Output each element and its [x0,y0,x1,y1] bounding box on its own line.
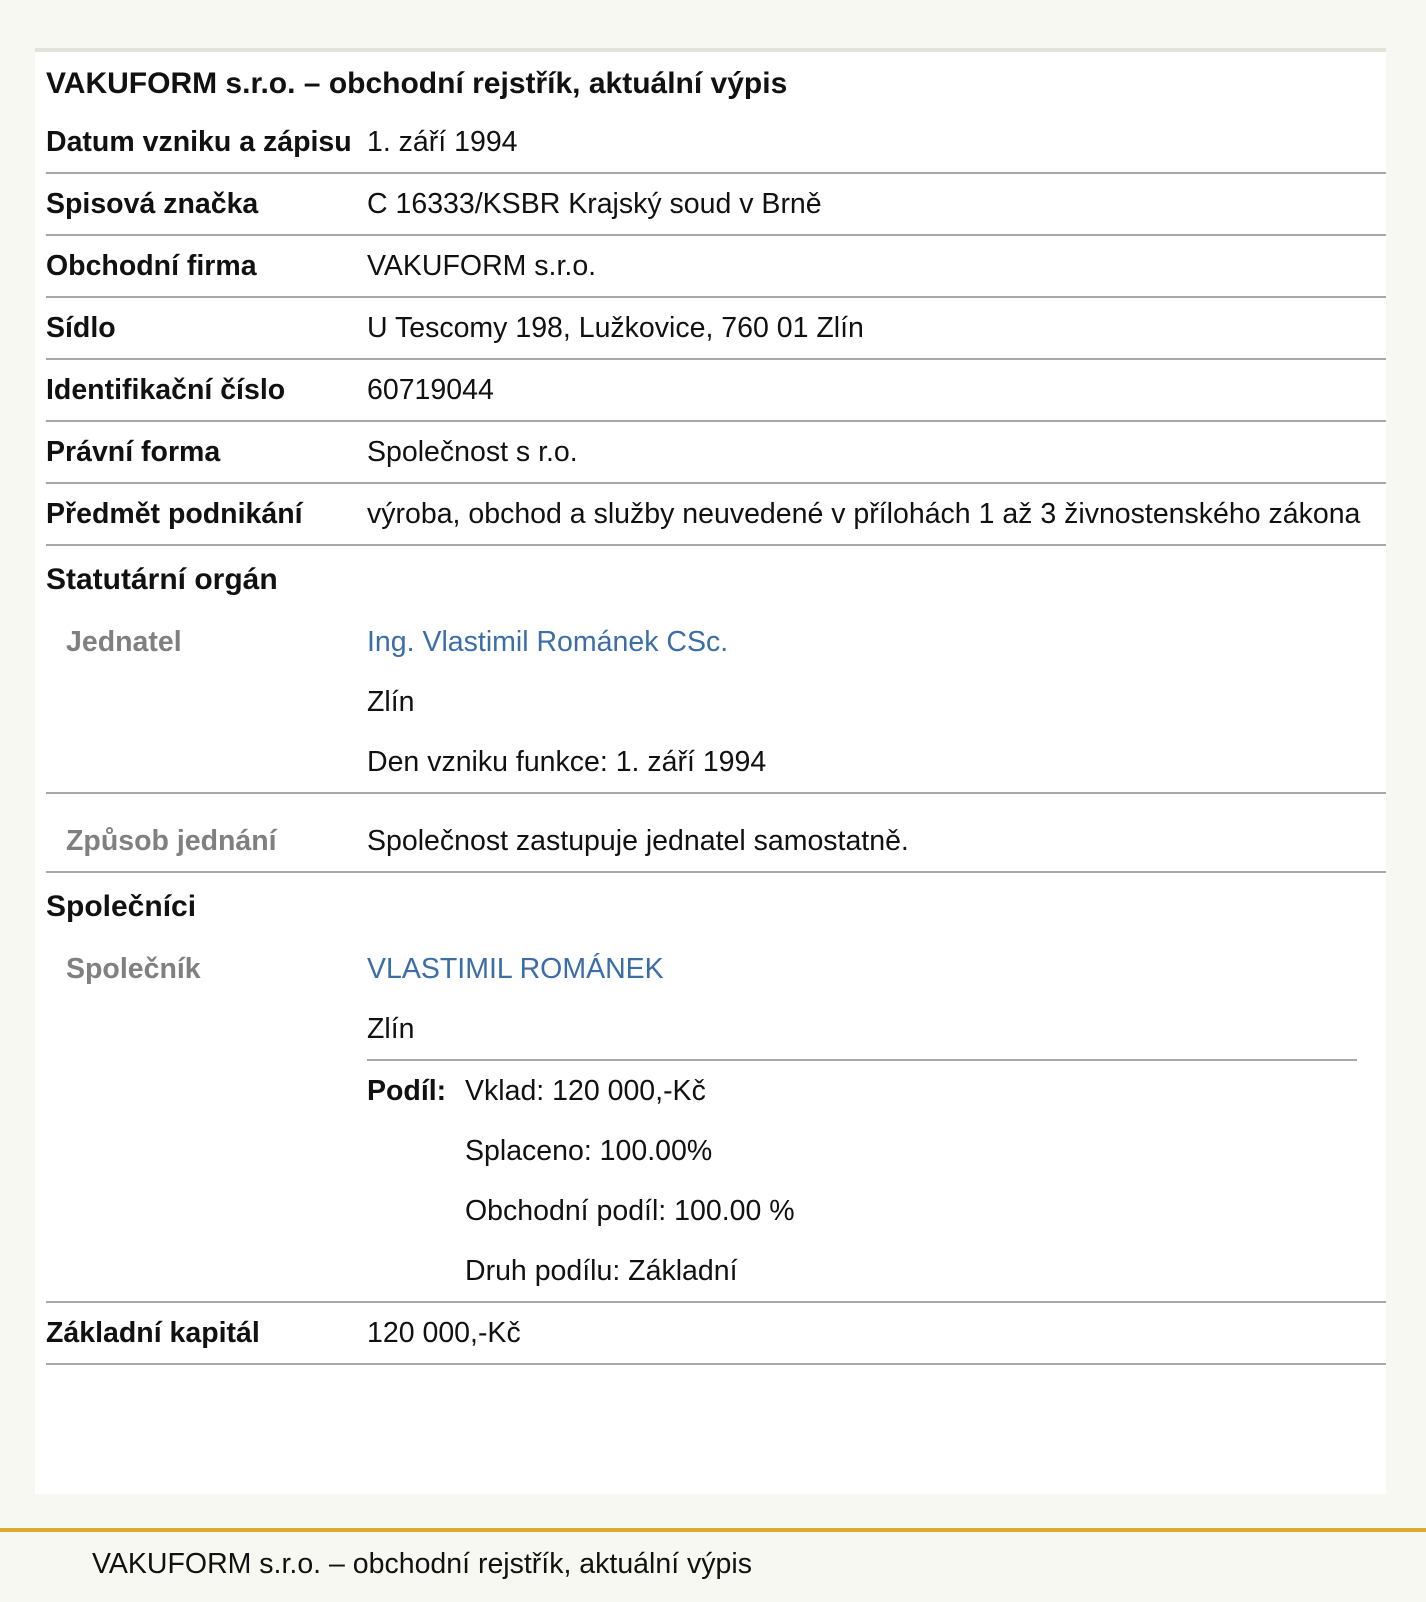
podil-block [367,1059,1357,1301]
value-datum-vzniku: 1. září 1994 [367,112,1386,173]
row-jednatel [46,612,1386,793]
value-spisova-znacka: C 16333/KSBR Krajský soud v Brně [367,173,1386,235]
spolecnik-city: Zlín [367,1013,415,1045]
registry-table [46,112,1386,1365]
podil-label: Podíl: [367,1075,447,1107]
row-spisova-znacka [46,173,1386,235]
section-statutarni-organ [46,545,1386,612]
jednatel-since: Den vzniku funkce: 1. září 1994 [367,746,767,778]
jednatel-details [367,612,1386,793]
heading-statutarni-organ: Statutární orgán [46,563,278,596]
row-spolecnik [46,939,1386,1302]
podil-druh: Druh podílu: Základní [465,1255,738,1287]
podil-obchodni-podil: Obchodní podíl: 100.00 % [465,1195,795,1227]
spolecnik-name-link[interactable]: VLASTIMIL ROMÁNEK [367,953,664,985]
jednatel-name-link[interactable]: Ing. Vlastimil Románek CSc. [367,626,729,658]
row-identifikacni-cislo [46,359,1386,421]
section-spolecnici [46,872,1386,939]
heading-spolecnici: Společníci [46,890,197,923]
value-predmet-podnikani: výroba, obchod a služby neuvedené v přílohách 1 až 3 živnostenského zákona [367,483,1386,545]
row-pravni-forma [46,421,1386,483]
value-zpusob-jednani: Společnost zastupuje jednatel samostatně. [367,811,1386,872]
footer-divider [0,1528,1426,1532]
spacer-cell [46,793,1386,811]
podil-vklad: Vklad: 120 000,-Kč [465,1075,706,1107]
label-predmet-podnikani: Předmět podnikání [46,483,367,545]
label-pravni-forma: Právní forma [46,421,367,483]
label-zakladni-kapital: Základní kapitál [46,1302,367,1364]
row-zpusob-jednani [46,811,1386,872]
label-datum-vzniku: Datum vzniku a zápisu [46,112,367,173]
page-title: VAKUFORM s.r.o. – obchodní rejstřík, aktuální výpis [46,67,788,100]
label-identifikacni-cislo: Identifikační číslo [46,359,367,421]
value-obchodni-firma: VAKUFORM s.r.o. [367,235,1386,297]
row-obchodni-firma [46,235,1386,297]
footer-title: VAKUFORM s.r.o. – obchodní rejstřík, aktuální výpis [92,1548,752,1580]
spacer-row [46,793,1386,811]
row-datum-vzniku [46,112,1386,173]
podil-lines [465,1061,795,1301]
label-zpusob-jednani: Způsob jednání [46,811,367,872]
label-obchodni-firma: Obchodní firma [46,235,367,297]
value-identifikacni-cislo: 60719044 [367,359,1386,421]
row-sidlo [46,297,1386,359]
row-predmet-podnikani [46,483,1386,545]
value-zakladni-kapital: 120 000,-Kč [367,1302,1386,1364]
label-jednatel: Jednatel [46,612,367,793]
registry-content [46,52,1386,1365]
label-sidlo: Sídlo [46,297,367,359]
value-sidlo: U Tescomy 198, Lužkovice, 760 01 Zlín [367,297,1386,359]
value-pravni-forma: Společnost s r.o. [367,421,1386,483]
registry-card [35,48,1386,1494]
spolecnik-details [367,939,1386,1302]
podil-row [367,1061,1357,1301]
jednatel-city: Zlín [367,686,415,718]
podil-splaceno: Splaceno: 100.00% [465,1135,713,1167]
label-spisova-znacka: Spisová značka [46,173,367,235]
label-spolecnik: Společník [46,939,367,1302]
row-zakladni-kapital [46,1302,1386,1364]
